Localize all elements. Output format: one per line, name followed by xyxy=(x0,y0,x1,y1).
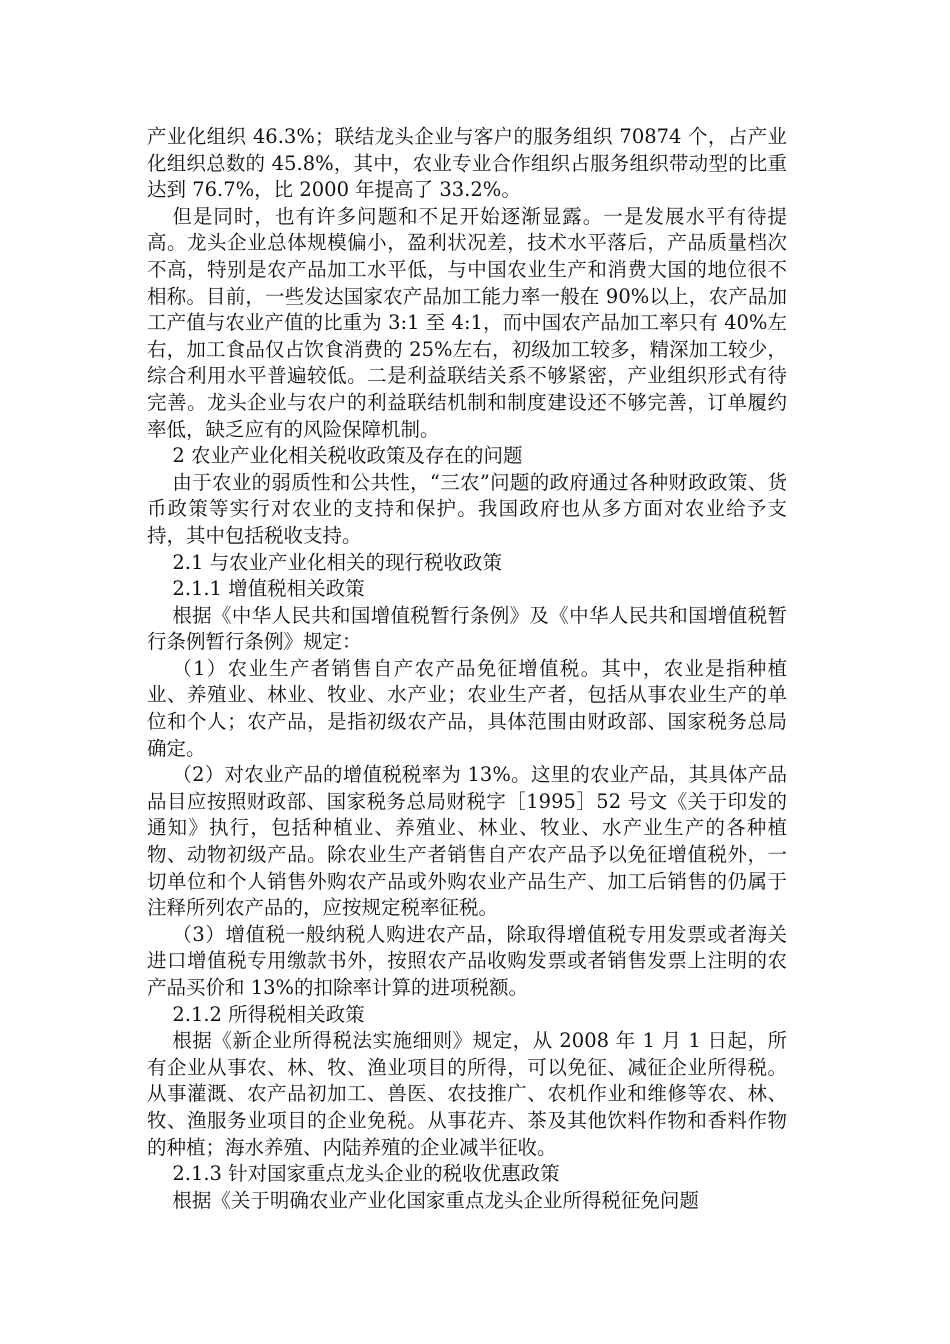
paragraph-continuation: 产业化组织 46.3%；联结龙头企业与客户的服务组织 70874 个，占产业化组织总数的 45.8%，其中，农业专业合作组织占服务组织带动型的比重达到 76.7%，比 2000 年提高了 33.2%。 xyxy=(147,125,787,202)
paragraph-policy-intro: 由于农业的弱质性和公共性，“三农”问题的政府通过各种财政政策、货币政策等实行对农业的支持和保护。我国政府也从多方面对农业给予支持，其中包括税收支持。 xyxy=(147,470,787,547)
section-heading-2-1: 2.1 与农业产业化相关的现行税收政策 xyxy=(172,550,503,574)
section-heading-2-1-2: 2.1.2 所得税相关政策 xyxy=(172,1002,365,1026)
section-heading-2-1-3: 2.1.3 针对国家重点龙头企业的税收优惠政策 xyxy=(172,1162,560,1186)
document-body xyxy=(147,124,787,1214)
section-heading-2-1-1: 2.1.1 增值税相关政策 xyxy=(172,577,365,601)
paragraph-vat-basis: 根据《中华人民共和国增值税暂行条例》及《中华人民共和国增值税暂行条例暂行条例》规定： xyxy=(147,603,787,654)
paragraph-income-tax: 根据《新企业所得税法实施细则》规定，从 2008 年 1 月 1 日起，所有企业从事农、林、牧、渔业项目的所得，可以免征、减征企业所得税。从事灌溉、农产品初加工、兽医、农技推广、农机作业和维修等农、林、牧、渔服务业项目的企业免税。从事花卉、茶及其他饮料作物和香料作物的种植；海水养殖、内陆养殖的企业减半征收。 xyxy=(147,1029,787,1159)
list-item-vat-2: （2）对农业产品的增值税税率为 13%。这里的农业产品，其具体产品品目应按照财政部、国家税务总局财税字［1995］52 号文《关于印发的通知》执行，包括种植业、养殖业、林业、牧业、水产业生产的各种植物、动物初级产品。除农业生产者销售自产农产品予以免征增值税外，一切单位和个人销售外购农产品或外购农业产品生产、加工后销售的仍属于注释所列农产品的，应按规定税率征税。 xyxy=(147,763,787,920)
paragraph-problems: 但是同时，也有许多问题和不足开始逐渐显露。一是发展水平有待提高。龙头企业总体规模偏小，盈利状况差，技术水平落后，产品质量档次不高，特别是农产品加工水平低，与中国农业生产和消费大国的地位很不相称。目前，一些发达国家农产品加工能力率一般在 90%以上，农产品加工产值与农业产值的比重为 3:1 至 4:1，而中国农产品加工率只有 40%左右，加工食品仅占饮食消费的 25%左右，初级加工较多，精深加工较少，综合利用水平普遍较低。二是利益联结关系不够紧密，产业组织形式有待完善。龙头企业与农户的利益联结机制和制度建设还不够完善，订单履约率低，缺乏应有的风险保障机制。 xyxy=(147,204,787,441)
section-heading-2: 2 农业产业化相关税收政策及存在的问题 xyxy=(172,444,523,468)
paragraph-leading-enterprise: 根据《关于明确农业产业化国家重点龙头企业所得税征免问题 xyxy=(172,1188,699,1212)
list-item-vat-1: （1）农业生产者销售自产农产品免征增值税。其中，农业是指种植业、养殖业、林业、牧业、水产业；农业生产者，包括从事农业生产的单位和个人；农产品，是指初级农产品，具体范围由财政部、国家税务总局确定。 xyxy=(147,656,787,760)
list-item-vat-3: （3）增值税一般纳税人购进农产品，除取得增值税专用发票或者海关进口增值税专用缴款书外，按照农产品收购发票或者销售发票上注明的农产品买价和 13%的扣除率计算的进项税额。 xyxy=(147,922,787,999)
